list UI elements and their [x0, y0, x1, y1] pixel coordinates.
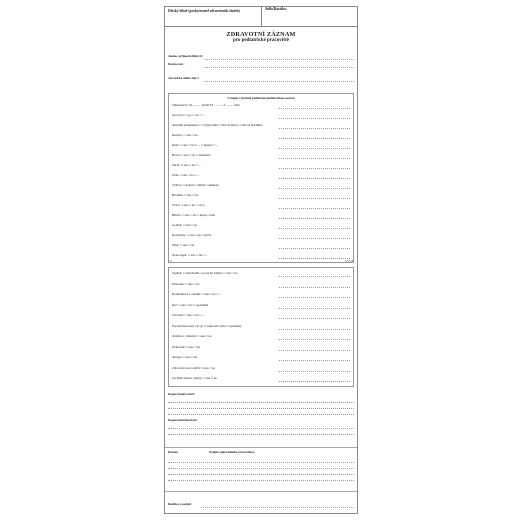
development-field[interactable] — [279, 368, 350, 372]
exam-field[interactable] — [279, 245, 350, 249]
exam-field[interactable] — [279, 135, 350, 139]
stamp-field[interactable] — [201, 504, 354, 508]
exam-row: Kůže: □ ano □ ne □ ... □ ikterus □ ... — [172, 144, 219, 147]
footer-right: GW-00 — [345, 259, 354, 263]
development-row: Otužilost / imunita: □ ano □ ne — [172, 335, 212, 338]
exam-row: Hrudník: □ ano □ ne — [172, 194, 199, 197]
exam-row: Končetiny: □ ano □ ne □ kyčle — [172, 234, 212, 237]
date-label: Datum: — [168, 451, 179, 454]
header-left-label: Dětský lékař (poskytovatel zdravotních služeb) — [168, 9, 240, 13]
development-row: Alergie: □ ano □ ne — [172, 356, 198, 359]
followup-label: Doporučení/kontrola: — [168, 419, 198, 422]
exam-field[interactable] — [279, 175, 350, 179]
exam-field[interactable] — [279, 235, 350, 239]
header-right-label: Sídlo/Razítko: — [261, 7, 355, 26]
development-field[interactable] — [279, 336, 350, 340]
exam-field[interactable] — [279, 145, 350, 149]
exam-row: Zrak: □ ano □ ne □ ... — [172, 174, 200, 177]
development-field[interactable] — [279, 326, 350, 330]
birth-date-label: Datum nar.: — [168, 63, 185, 66]
notes-field-4[interactable] — [168, 477, 354, 481]
exam-row: Neurologie: □ ano □ ne □ ... — [172, 254, 208, 257]
exam-row: Reflexy: □ ano □ ne — [172, 134, 198, 137]
section-vstupni — [168, 93, 354, 263]
exam-field[interactable] — [279, 225, 350, 229]
form-subtitle: pro pediatrické pracoviště — [232, 38, 289, 43]
medical-record-form — [164, 6, 358, 514]
stamp-label: Razítko a podpis: — [168, 503, 192, 506]
notes-field-2[interactable] — [168, 465, 354, 469]
exam-row: Srdce: □ ano □ ne □ ozvy — [172, 204, 205, 207]
recommendation-label: Doporučující závěr: — [168, 393, 196, 396]
exam-row: Aktuální komplikace: □ Vdýk/relikt □ Obvod hlavy □ Obvod hrudníku — [172, 124, 263, 127]
development-field[interactable] — [279, 315, 350, 319]
recommendation-field-2[interactable] — [168, 405, 354, 409]
exam-row: porod za: □ sp. □ vac. □ ... — [172, 114, 206, 117]
development-field[interactable] — [279, 378, 350, 382]
development-row: Sociální situace rodiny: □ ano □ ne — [172, 377, 217, 380]
development-field[interactable] — [279, 273, 350, 277]
section-development — [168, 267, 354, 387]
guardian-label: Jen než/ke dítěte žije s: — [168, 77, 200, 80]
followup-field-1[interactable] — [168, 425, 354, 429]
exam-field[interactable] — [279, 255, 350, 259]
development-field[interactable] — [279, 294, 350, 298]
divider-1 — [165, 447, 357, 448]
exam-field[interactable] — [279, 155, 350, 159]
exam-row: Hlava: □ ano □ ne □ fontanela — [172, 154, 211, 157]
exam-field[interactable] — [279, 115, 350, 119]
development-field[interactable] — [279, 305, 350, 309]
form-header — [165, 7, 357, 27]
exam-field[interactable] — [279, 165, 350, 169]
exam-row: Břicho: □ ano □ ne □ hepar □ lien — [172, 214, 216, 217]
development-row: Psychomotorický vývoj: □ odpovídá věku □ opožděný — [172, 324, 242, 328]
exam-field[interactable] — [279, 125, 350, 129]
exam-row: Genitál: □ ano □ ne — [172, 224, 197, 227]
exam-field[interactable] — [279, 105, 350, 109]
exam-row: Těhotenství: Tk .......... týdnů TT .......... T .......... mm — [172, 104, 240, 107]
footer-left: 1/2 — [168, 259, 172, 263]
development-field[interactable] — [279, 357, 350, 361]
form-title: ZDRAVOTNÍ ZÁZNAM — [226, 31, 296, 38]
exam-row: Sluch: □ ano □ ne □ ... — [172, 164, 201, 167]
exam-field[interactable] — [279, 185, 350, 189]
recommendation-line — [168, 393, 354, 397]
development-row: Očkování: □ ano □ ne — [172, 345, 200, 349]
exam-row: Páteř: □ ano □ ne — [172, 244, 195, 247]
exam-field[interactable] — [279, 215, 350, 219]
development-field[interactable] — [279, 284, 350, 288]
patient-name-label: Jméno, příjmení dítěte/ti: — [168, 55, 203, 58]
followup-field-2[interactable] — [168, 431, 354, 435]
development-row: Zdravotní stav rodičů: □ ano □ ne — [172, 366, 215, 370]
notes-field-3[interactable] — [168, 471, 354, 475]
recommendation-field-3[interactable] — [168, 411, 354, 415]
development-row: Chování: □ ano □ ne □ ... — [172, 314, 205, 317]
section-title: Vstupní vyšetření pediatrem/pediatrickou sestrou — [227, 96, 295, 100]
followup-line — [168, 419, 354, 423]
development-field[interactable] — [279, 347, 350, 351]
signature-label: Podpis odpovědného pracovníka: — [209, 451, 255, 454]
exam-field[interactable] — [279, 195, 350, 199]
date-signature-line — [168, 451, 354, 455]
divider-2 — [165, 491, 357, 492]
development-row: Řeč: □ ano □ ne □ opožděná — [172, 303, 209, 307]
exam-field[interactable] — [279, 205, 350, 209]
guardian-field[interactable] — [205, 78, 354, 82]
development-row: Motorika: □ ano □ ne — [172, 282, 200, 286]
recommendation-field-1[interactable] — [168, 399, 354, 403]
birth-date-field[interactable] — [205, 64, 354, 68]
notes-field-1[interactable] — [168, 459, 354, 463]
exam-row: Výživa: □ kojení □ umělá □ smíšená — [172, 184, 219, 187]
development-row: Komunikace s okolím: □ ano □ ne □ ... — [172, 293, 222, 296]
development-row: Spánek: □ standardní □ porucha Zájmy: □ ano □ ne — [172, 272, 238, 275]
patient-name-field[interactable] — [205, 56, 354, 60]
